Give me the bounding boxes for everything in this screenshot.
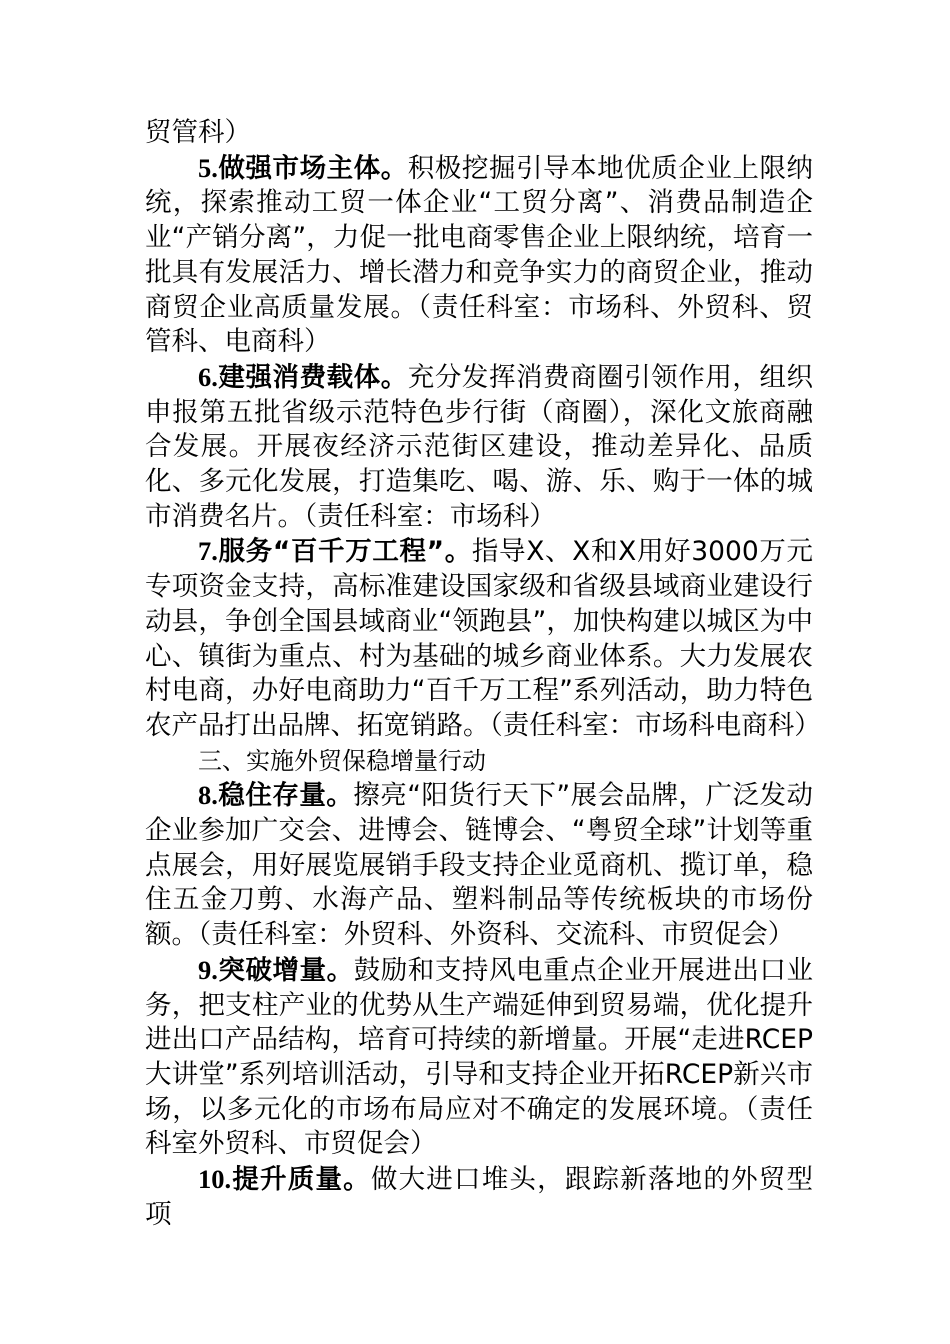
paragraph-9-number: 9.	[198, 954, 218, 985]
paragraph-10-heading: 提升质量。	[231, 1164, 371, 1196]
document-body	[145, 116, 821, 1233]
paragraph-5-number: 5.	[198, 152, 218, 183]
paragraph-9-body: 鼓励和支持风电重点企业开展进出口业务，把支柱产业的优势从生产端延伸到贸易端，优化提升进出口产品结构，培育可持续的新增量。开展“走进RCEP大讲堂”系列培训活动，引导和支持企业开拓RCEP新兴市场，以多元化的市场布局应对不确定的发展环境。（责任科室外贸科、市贸促会）	[145, 954, 814, 1160]
paragraph-8-body: 擦亮“阳货行天下”展会品牌，广泛发动企业参加广交会、进博会、链博会、“粤贸全球”计划等重点展会，用好展览展销手段支持企业觅商机、揽订单，稳住五金刀剪、水海产品、塑料制品等传统板块的市场份额。（责任科室：外贸科、外资科、交流科、市贸促会）	[145, 780, 814, 951]
paragraph-8	[145, 778, 813, 953]
paragraph-7-number: 7.	[198, 536, 218, 567]
paragraph-6-number: 6.	[198, 361, 218, 392]
paragraph-9-heading: 突破增量。	[217, 954, 354, 986]
paragraph-5-body: 积极挖掘引导本地优质企业上限纳统，探索推动工贸一体企业“工贸分离”、消费品制造企业“产销分离”，力促一批电商零售企业上限纳统，培育一批具有发展活力、增长潜力和竞争实力的商贸企业，推动商贸企业高质量发展。（责任科室：市场科、外贸科、贸管科、电商科）	[145, 152, 814, 358]
paragraph-9	[145, 953, 813, 1162]
paragraph-7	[145, 534, 821, 743]
paragraph-5-heading: 做强市场主体。	[217, 152, 408, 184]
paragraph-7-heading: 服务“百千万工程”。	[217, 536, 472, 568]
paragraph-6-heading: 建强消费载体。	[217, 361, 408, 393]
paragraph-6-body: 充分发挥消费商圈引领作用，组织申报第五批省级示范特色步行街（商圈），深化文旅商融合发展。开展夜经济示范街区建设，推动差异化、品质化、多元化发展，打造集吃、喝、游、乐、购于一体的城市消费名片。（责任科室：市场科）	[145, 361, 814, 532]
paragraph-7-body: 指导X、X和X用好3000万元专项资金支持，高标准建设国家级和省级县域商业建设行动县，争创全国县域商业“领跑县”，加快构建以城区为中心、镇街为重点、村为基础的城乡商业体系。大力发展农村电商，办好电商助力“百千万工程”系列活动，助力特色农产品打出品牌、拓宽销路。（责任科室：市场科电商科）	[145, 536, 821, 741]
paragraph-10-number: 10.	[198, 1164, 232, 1195]
paragraph-5	[145, 151, 813, 360]
paragraph-10	[145, 1162, 813, 1232]
paragraph-8-heading: 稳住存量。	[217, 780, 354, 812]
paragraph-10-body: 做大进口堆头，跟踪新落地的外贸型项	[145, 1164, 813, 1230]
paragraph-6	[145, 360, 813, 535]
paragraph-8-number: 8.	[198, 780, 218, 811]
carryover-text: 贸管科）	[145, 117, 251, 148]
section-heading: 三、实施外贸保稳增量行动	[198, 746, 486, 775]
